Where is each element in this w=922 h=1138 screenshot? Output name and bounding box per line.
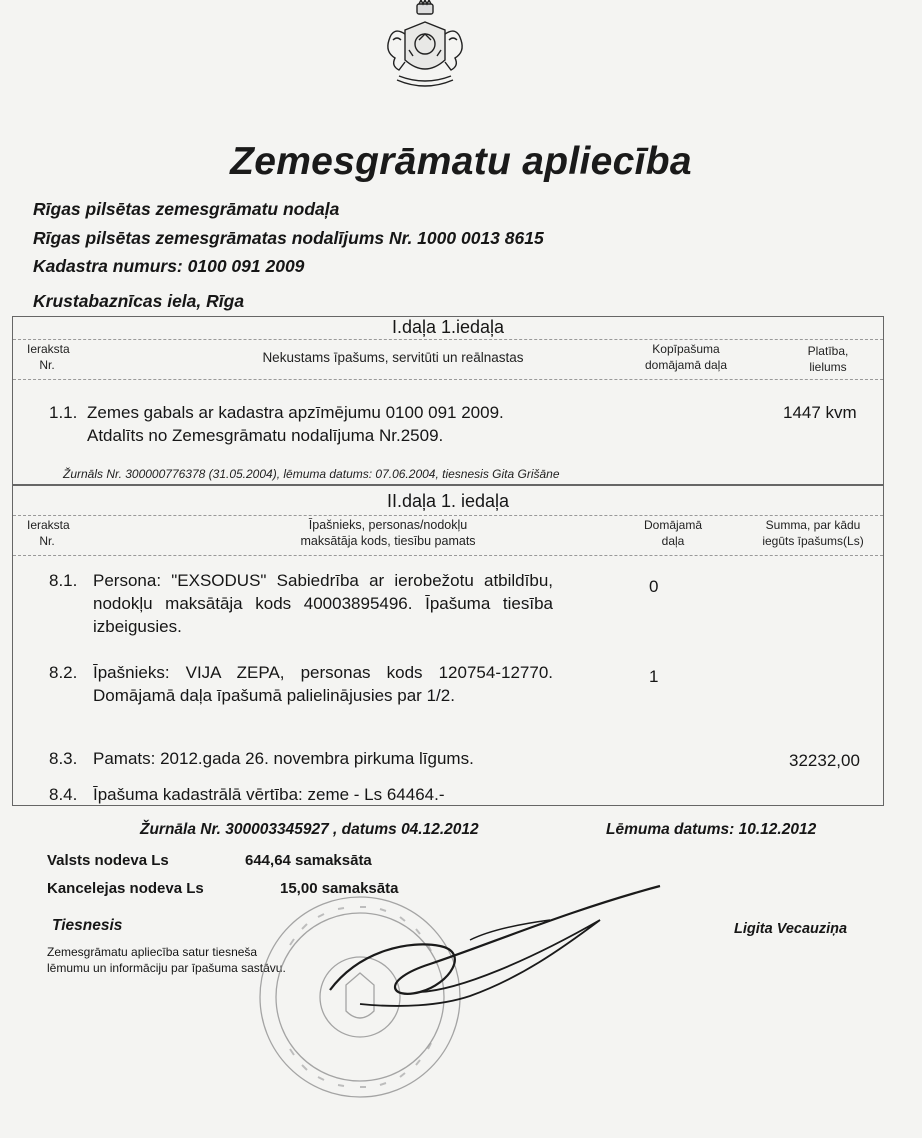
col-owner-header: Īpašnieks, personas/nodokļu maksātāja kods, tiesību pamats	[300, 518, 476, 548]
col-entry-header: Ieraksta Nr.	[27, 518, 70, 548]
document-title: Zemesgrāmatu apliecība	[230, 140, 692, 183]
entry-share: 1	[649, 667, 659, 686]
certificate-note: Zemesgrāmatu apliecība satur tiesneša lēmumu un informāciju par īpašuma sastāvu.	[47, 945, 286, 975]
section-number: Rīgas pilsētas zemesgrāmatas nodalījums Nr. 1000 0013 8615	[33, 228, 544, 248]
entry-area: 1447 kvm	[783, 403, 857, 422]
cadastre-number: Kadastra numurs: 0100 091 2009	[33, 256, 305, 276]
part1-heading: I.daļa 1.iedaļa	[391, 317, 505, 337]
property-address: Krustabaznīcas iela, Rīga	[33, 291, 245, 311]
col-entry-header: Ieraksta Nr.	[27, 342, 70, 372]
entry-number: 8.3.	[49, 749, 78, 768]
entry-text: Īpašuma kadastrālā vērtība: zeme - Ls 64464.-	[93, 785, 445, 804]
col-share-header: Kopīpašuma domājamā daļa	[644, 342, 728, 372]
entry-share: 0	[649, 577, 659, 596]
decision-date: Lēmuma datums: 10.12.2012	[606, 821, 817, 838]
entry-text: Pamats: 2012.gada 26. novembra pirkuma līgums.	[93, 749, 474, 768]
col-description-header: Nekustams īpašums, servitūti un reālnastas	[262, 350, 524, 365]
judge-name: Ligita Vecauziņa	[734, 921, 848, 937]
entry-text: Īpašnieks: VIJA ZEPA, personas kods 120754-12770. Domājamā daļa īpašumā palielinājusies par 1/2.	[93, 663, 553, 705]
divider	[13, 339, 883, 340]
entry-text: Persona: "EXSODUS" Sabiedrība ar ierobežotu atbildību, nodokļu maksātāja kods 40003895496. Īpašuma tiesība izbeigusies.	[93, 571, 553, 636]
entry-text: Zemes gabals ar kadastra apzīmējumu 0100 091 2009. Atdalīts no Zemesgrāmatu nodalījuma Nr.2509.	[87, 403, 504, 445]
entry-number: 8.2.	[49, 663, 78, 682]
journal-reference: Žurnāla Nr. 300003345927 , datums 04.12.2012	[140, 821, 479, 838]
office-fee-label: Kancelejas nodeva Ls	[47, 880, 204, 897]
office-fee-value: 15,00 samaksāta	[280, 880, 399, 897]
part2-table	[12, 484, 884, 806]
journal-line: Žurnāls Nr. 300000776378 (31.05.2004), lēmuma datums: 07.06.2004, tiesnesis Gita Grišāne	[63, 467, 560, 481]
col-sum-header: Summa, par kādu iegūts īpašums(Ls)	[762, 518, 864, 548]
divider	[13, 555, 883, 556]
handwritten-signature	[320, 880, 680, 1030]
state-fee-value: 644,64 samaksāta	[245, 852, 372, 869]
divider	[13, 515, 883, 516]
part1-table	[12, 316, 884, 486]
entry-sum: 32232,00	[789, 751, 860, 770]
entry-number: 1.1.	[49, 403, 78, 422]
divider	[13, 379, 883, 380]
state-fee-label: Valsts nodeva Ls	[47, 852, 169, 869]
entry-number: 8.1.	[49, 571, 78, 590]
office-name: Rīgas pilsētas zemesgrāmatu nodaļa	[33, 199, 340, 219]
col-share-header: Domājamā daļa	[643, 518, 703, 548]
col-area-header: Platība, lielums	[807, 344, 849, 374]
entry-number: 8.4.	[49, 785, 78, 804]
part2-heading: II.daļa 1. iedaļa	[386, 491, 510, 511]
judge-label: Tiesnesis	[52, 917, 123, 934]
coat-of-arms-icon	[375, 0, 475, 92]
